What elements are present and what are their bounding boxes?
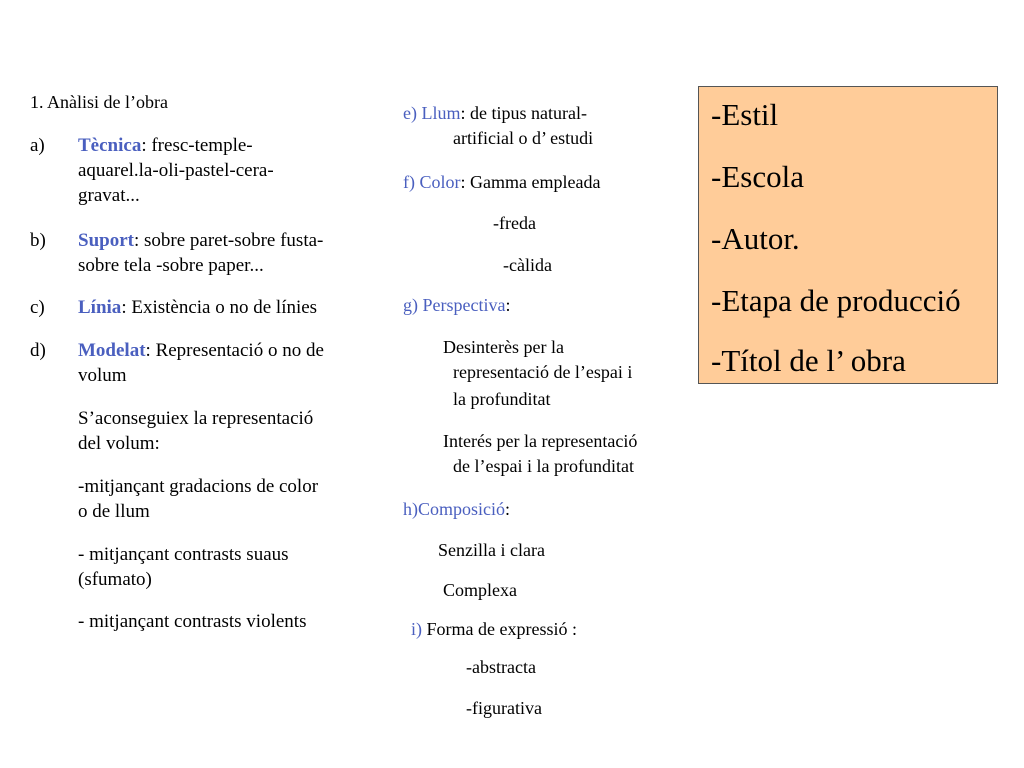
item-i-opt2: -figurativa [466, 698, 542, 718]
item-g-line [403, 295, 510, 316]
box-item-estil: -Estil [711, 97, 779, 132]
item-i-opt1: -abstracta [466, 657, 536, 677]
item-g-opt1-line3: la profunditat [453, 389, 551, 409]
item-g-opt1-line1: Desinterès per la [443, 337, 564, 357]
method1-line2: o de llum [78, 501, 150, 522]
item-a-rest: : fresc-temple- [141, 135, 253, 156]
item-g-opt1-line2: representació de l’espai i [453, 362, 633, 382]
item-g-label: g) Perspectiva [403, 295, 506, 315]
method3-line1: - mitjançant contrasts violents [78, 611, 307, 632]
item-e-label: e) Llum [403, 103, 461, 123]
item-f-rest: : Gamma empleada [460, 172, 601, 192]
summary-box [698, 86, 998, 384]
item-f-label: f) Color [403, 172, 461, 192]
item-g-colon: : [505, 295, 511, 315]
item-b-marker: b) [30, 230, 46, 251]
item-i-label: i) [411, 619, 422, 639]
item-g-opt2-line2: de l’espai i la profunditat [453, 456, 634, 476]
item-e-line2: artificial o d’ estudi [453, 128, 594, 148]
item-d-marker: d) [30, 340, 46, 361]
item-h-colon: : [505, 499, 511, 519]
item-a-line1 [78, 135, 253, 157]
item-f-opt2: -càlida [503, 255, 552, 275]
item-h-label: h)Composició [403, 499, 505, 519]
box-item-autor: -Autor. [711, 221, 800, 256]
item-d-rest: : Representació o no de [145, 340, 324, 361]
box-item-etapa: -Etapa de producció [711, 283, 961, 318]
item-d-term: Modelat [78, 340, 146, 361]
item-d-line2: volum [78, 365, 127, 386]
item-c-marker: c) [30, 297, 45, 318]
item-d-line1 [78, 340, 324, 362]
item-b-term: Suport [78, 230, 134, 251]
item-c-line1 [78, 297, 317, 319]
volume-text-line1: S’aconseguiex la representació [78, 408, 314, 429]
item-c-term: Línia [78, 297, 122, 318]
item-i-rest: Forma de expressió : [422, 619, 577, 639]
method1-line1: -mitjançant gradacions de color [78, 476, 319, 497]
item-e-line1 [403, 103, 587, 124]
item-f-opt1: -freda [493, 213, 536, 233]
section-heading: 1. Anàlisi de l’obra [30, 92, 168, 112]
item-h-line [403, 499, 510, 520]
item-a-marker: a) [30, 135, 45, 156]
box-item-escola: -Escola [711, 159, 804, 194]
item-b-line1 [78, 230, 323, 252]
item-b-line2: sobre tela -sobre paper... [78, 255, 264, 276]
volume-text-line2: del volum: [78, 433, 160, 454]
item-a-line2: aquarel.la-oli-pastel-cera- [78, 160, 274, 181]
item-i-line [411, 619, 577, 640]
item-a-term: Tècnica [78, 135, 142, 156]
item-h-opt1: Senzilla i clara [438, 540, 545, 560]
item-g-opt2-line1: Interés per la representació [443, 431, 638, 451]
box-item-titol: -Títol de l’ obra [711, 343, 906, 378]
item-c-rest: : Existència o no de línies [121, 297, 318, 318]
item-a-line3: gravat... [78, 185, 140, 206]
item-e-rest: : de tipus natural- [460, 103, 587, 123]
item-b-rest: : sobre paret-sobre fusta- [133, 230, 324, 251]
item-h-opt2: Complexa [443, 580, 517, 600]
method2-line2: (sfumato) [78, 569, 152, 590]
item-f-line [403, 172, 600, 193]
method2-line1: - mitjançant contrasts suaus [78, 544, 289, 565]
